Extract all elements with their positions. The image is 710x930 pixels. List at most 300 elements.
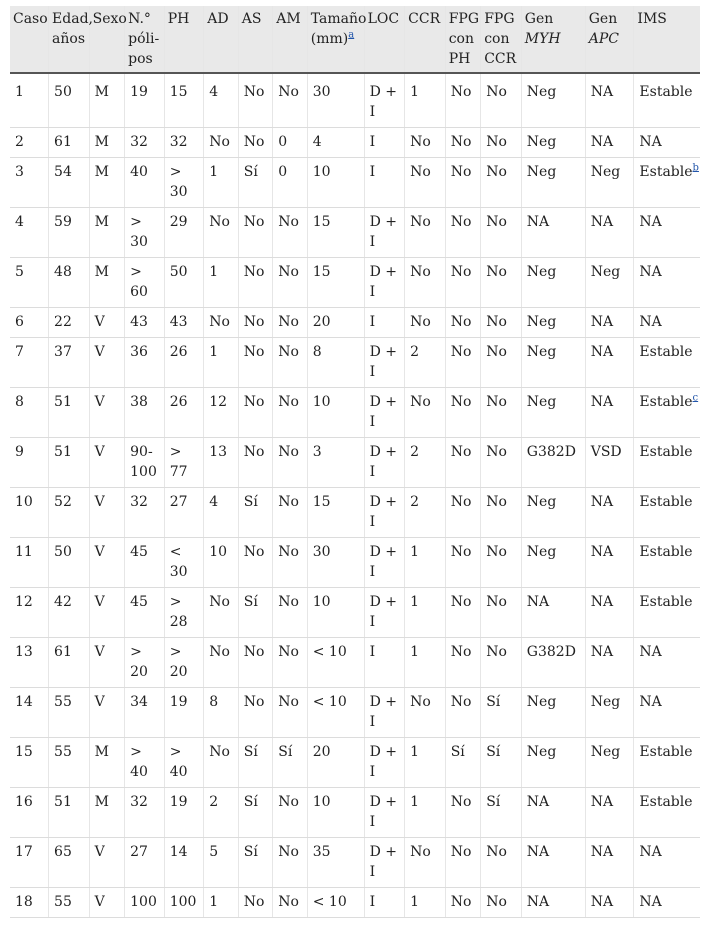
cell-value: NA — [639, 644, 662, 660]
table-cell — [364, 258, 405, 308]
table-cell — [164, 438, 204, 488]
cell-value: 2 — [410, 494, 420, 510]
cell-value: G382D — [526, 644, 576, 660]
table-cell — [307, 888, 364, 918]
table-cell — [238, 308, 273, 338]
table-cell — [364, 588, 405, 638]
table-cell — [364, 888, 405, 918]
table-cell — [204, 638, 239, 688]
table-cell — [238, 588, 273, 638]
table-cell — [89, 208, 125, 258]
table-cell — [273, 208, 308, 258]
cell-value: 10 — [312, 594, 331, 610]
column-header — [307, 6, 367, 73]
table-cell — [634, 838, 700, 888]
table-cell — [164, 158, 204, 208]
cell-value: NA — [526, 844, 550, 860]
table-cell — [125, 308, 165, 338]
table-cell — [481, 688, 522, 738]
table-cell — [125, 338, 165, 388]
cell-value: M — [94, 744, 109, 760]
cell-value: No — [450, 494, 472, 510]
table-cell — [481, 888, 522, 918]
table-cell — [445, 208, 481, 258]
table-cell — [49, 838, 90, 888]
table-cell — [204, 838, 239, 888]
table-cell — [634, 73, 700, 128]
cell-value: No — [450, 264, 472, 280]
table-cell — [10, 388, 49, 438]
cell-value: 15 — [312, 264, 331, 280]
table-cell — [273, 488, 308, 538]
cell-value: No — [278, 264, 299, 280]
table-cell — [273, 888, 308, 918]
table-cell — [445, 588, 481, 638]
table-cell — [634, 888, 700, 918]
table-cell — [89, 738, 125, 788]
table-cell — [521, 338, 585, 388]
table-cell — [273, 538, 308, 588]
table-cell — [307, 73, 364, 128]
table-cell — [405, 688, 446, 738]
table-cell — [204, 738, 239, 788]
cell-value: 38 — [130, 394, 148, 410]
cell-value: No — [243, 344, 265, 360]
table-cell — [204, 588, 239, 638]
cell-value: 6 — [15, 314, 24, 330]
table-cell — [307, 388, 364, 438]
cell-value: 10 — [312, 794, 331, 810]
cell-value: M — [94, 84, 109, 100]
column-header — [521, 6, 585, 73]
column-header-label: Gen — [588, 11, 618, 27]
cell-value: 50 — [169, 264, 188, 280]
cell-value: 50 — [54, 544, 72, 560]
cell-value: 5 — [15, 264, 24, 280]
cell-value: 61 — [54, 134, 72, 150]
table-row — [10, 738, 700, 788]
cell-value: 7 — [15, 344, 24, 360]
cell-value: D + I — [369, 594, 397, 630]
cell-value: 59 — [54, 214, 72, 230]
table-cell — [445, 838, 481, 888]
table-cell — [164, 338, 204, 388]
header-row — [10, 6, 700, 73]
table-cell — [49, 538, 90, 588]
cell-value: Sí — [243, 794, 258, 810]
cell-value: NA — [590, 84, 614, 100]
table-cell — [307, 638, 364, 688]
table-cell — [585, 738, 634, 788]
table-cell — [405, 738, 446, 788]
table-cell — [364, 538, 405, 588]
table-cell — [521, 738, 585, 788]
table-cell — [164, 388, 204, 438]
table-cell — [521, 308, 585, 338]
cell-value: 35 — [312, 844, 331, 860]
table-cell — [364, 638, 405, 688]
cell-value: No — [243, 264, 265, 280]
cell-value: < 30 — [169, 544, 188, 580]
cell-value: 26 — [169, 344, 188, 360]
cell-value: No — [450, 894, 472, 910]
column-header — [89, 6, 125, 73]
column-header-label: Sexo — [92, 11, 127, 27]
cell-value: 55 — [54, 744, 72, 760]
cell-value: 4 — [209, 84, 219, 100]
cell-value: No — [450, 644, 472, 660]
table-cell — [307, 488, 364, 538]
cell-value: No — [486, 394, 507, 410]
column-header-label: LOC — [367, 11, 400, 27]
cell-value: Neg — [526, 494, 557, 510]
table-cell — [521, 538, 585, 588]
cell-value: D + I — [369, 744, 397, 780]
cell-value: 1 — [410, 544, 420, 560]
cell-value: < 10 — [312, 894, 347, 910]
table-cell — [307, 208, 364, 258]
table-row — [10, 128, 700, 158]
cell-value: 34 — [130, 694, 148, 710]
table-cell — [125, 158, 165, 208]
table-cell — [405, 438, 446, 488]
cell-value: No — [278, 844, 299, 860]
table-cell — [307, 438, 364, 488]
cell-value: D + I — [369, 394, 397, 430]
table-cell — [10, 538, 49, 588]
table-cell — [585, 128, 634, 158]
cell-value: 43 — [130, 314, 148, 330]
cell-value: NA — [590, 894, 614, 910]
table-cell — [49, 388, 90, 438]
cell-value: D + I — [369, 544, 397, 580]
cell-value: 36 — [130, 344, 148, 360]
cell-value: 32 — [130, 794, 148, 810]
cell-value: Estable — [639, 84, 693, 100]
table-cell — [238, 128, 273, 158]
table-cell — [164, 638, 204, 688]
table-row — [10, 838, 700, 888]
cell-value: No — [209, 134, 230, 150]
table-cell — [238, 538, 273, 588]
table-cell — [405, 538, 446, 588]
table-row — [10, 588, 700, 638]
table-cell — [164, 738, 204, 788]
cell-value: 3 — [312, 444, 322, 460]
cell-value: 2 — [15, 134, 24, 150]
cell-value: No — [278, 694, 299, 710]
table-cell — [445, 888, 481, 918]
cell-value: 9 — [15, 444, 24, 460]
column-header-label: N.° póli-pos — [128, 11, 160, 67]
table-cell — [49, 588, 90, 638]
table-cell — [164, 208, 204, 258]
table-cell — [445, 638, 481, 688]
table-cell — [634, 588, 700, 638]
cell-value: I — [369, 164, 376, 180]
cell-value: NA — [590, 494, 614, 510]
column-header-gene: APC — [588, 31, 619, 47]
cell-value: 19 — [169, 794, 188, 810]
cell-value: 1 — [209, 894, 219, 910]
cell-value: > 20 — [130, 644, 148, 680]
table-cell — [10, 638, 49, 688]
table-cell — [521, 838, 585, 888]
cell-value: NA — [590, 314, 614, 330]
cell-value: 1 — [410, 794, 420, 810]
cell-value: 2 — [410, 444, 420, 460]
cell-value: 19 — [169, 694, 188, 710]
cell-value: M — [94, 794, 109, 810]
table-cell — [585, 338, 634, 388]
table-cell — [89, 888, 125, 918]
table-cell — [445, 73, 481, 128]
table-cell — [164, 838, 204, 888]
table-cell — [10, 128, 49, 158]
table-cell — [307, 258, 364, 308]
table-cell — [364, 158, 405, 208]
table-row — [10, 538, 700, 588]
column-header-label: AM — [276, 11, 301, 27]
footnote-link: b — [692, 162, 699, 174]
cell-value: No — [486, 134, 507, 150]
cell-value: NA — [639, 214, 662, 230]
cell-value: No — [410, 844, 431, 860]
cell-value: 0 — [278, 134, 288, 150]
cell-value: NA — [526, 894, 550, 910]
table-cell — [364, 73, 405, 128]
table-cell — [89, 308, 125, 338]
table-cell — [10, 688, 49, 738]
table-cell — [164, 488, 204, 538]
table-cell — [238, 838, 273, 888]
cell-value: No — [450, 84, 472, 100]
cell-value: 4 — [209, 494, 219, 510]
cell-value: Sí — [243, 164, 258, 180]
cell-value: I — [369, 314, 376, 330]
table-cell — [307, 308, 364, 338]
cell-value: > 30 — [130, 214, 148, 250]
cell-value: 1 — [410, 84, 420, 100]
table-cell — [89, 258, 125, 308]
table-cell — [405, 308, 446, 338]
table-cell — [238, 788, 273, 838]
table-cell — [204, 438, 239, 488]
table-cell — [585, 388, 634, 438]
table-cell — [481, 308, 522, 338]
table-cell — [89, 838, 125, 888]
cell-value: 100 — [130, 894, 157, 910]
table-cell — [585, 588, 634, 638]
cell-value: No — [486, 844, 507, 860]
cell-value: D + I — [369, 444, 397, 480]
cell-value: 55 — [54, 694, 72, 710]
cell-value: No — [486, 264, 507, 280]
table-cell — [445, 738, 481, 788]
table-cell — [49, 888, 90, 918]
cell-value: Estable — [639, 744, 693, 760]
cell-value: D + I — [369, 494, 397, 530]
cell-value: No — [243, 894, 265, 910]
cell-value: 1 — [410, 744, 420, 760]
cell-value: No — [278, 394, 299, 410]
cell-value: < 10 — [312, 644, 347, 660]
cell-value: No — [278, 214, 299, 230]
cell-value: 1 — [410, 894, 420, 910]
table-cell — [634, 488, 700, 538]
table-cell — [521, 638, 585, 688]
cell-value: No — [486, 494, 507, 510]
cell-value: Sí — [243, 844, 258, 860]
table-cell — [445, 258, 481, 308]
table-cell — [238, 73, 273, 128]
table-cell — [125, 638, 165, 688]
table-cell — [481, 788, 522, 838]
cell-value: 8 — [209, 694, 219, 710]
cell-value: M — [94, 164, 109, 180]
table-cell — [405, 788, 446, 838]
table-cell — [89, 688, 125, 738]
cell-value: 18 — [15, 894, 33, 910]
cell-value: 51 — [54, 394, 72, 410]
cell-value: No — [278, 344, 299, 360]
column-header-label: AS — [241, 11, 262, 27]
cell-value: No — [278, 444, 299, 460]
cell-value: No — [410, 694, 431, 710]
table-cell — [481, 73, 522, 128]
cell-value: No — [410, 394, 431, 410]
cell-value: V — [94, 594, 105, 610]
table-cell — [49, 73, 90, 128]
cell-value: Estable — [639, 444, 693, 460]
cell-value: Sí — [278, 744, 293, 760]
cell-value: No — [450, 794, 472, 810]
cell-value: < 10 — [312, 694, 347, 710]
table-cell — [481, 158, 522, 208]
cell-value: No — [278, 794, 299, 810]
cell-value: V — [94, 344, 105, 360]
table-cell — [238, 488, 273, 538]
table-cell — [238, 208, 273, 258]
table-cell — [273, 438, 308, 488]
cell-value: > 30 — [169, 164, 188, 200]
cell-value: No — [410, 134, 431, 150]
table-cell — [204, 888, 239, 918]
column-header — [49, 6, 93, 73]
cell-value: No — [486, 894, 507, 910]
cell-value: No — [243, 214, 265, 230]
table-cell — [204, 128, 239, 158]
table-cell — [445, 128, 481, 158]
cell-value: Sí — [486, 694, 501, 710]
table-cell — [164, 588, 204, 638]
table-cell — [585, 438, 634, 488]
cell-value: No — [243, 544, 265, 560]
table-cell — [521, 588, 585, 638]
cell-value: 1 — [209, 264, 219, 280]
cell-value: 17 — [15, 844, 33, 860]
cell-value: Sí — [450, 744, 465, 760]
table-cell — [49, 338, 90, 388]
table-row — [10, 688, 700, 738]
cell-value: No — [410, 214, 431, 230]
cell-value: 4 — [15, 214, 24, 230]
table-cell — [364, 128, 405, 158]
cell-value: Sí — [243, 744, 258, 760]
cell-value: Neg — [526, 164, 557, 180]
table-cell — [521, 488, 585, 538]
cell-value: Sí — [243, 594, 258, 610]
table-cell — [585, 158, 634, 208]
cell-value: Neg — [526, 694, 557, 710]
cell-value: No — [450, 394, 472, 410]
table-cell — [125, 388, 165, 438]
cell-value: 3 — [15, 164, 24, 180]
cell-value: Neg — [526, 544, 557, 560]
table-cell — [273, 738, 308, 788]
cell-value: No — [243, 444, 265, 460]
table-cell — [481, 738, 522, 788]
table-cell — [10, 438, 49, 488]
table-cell — [273, 338, 308, 388]
cell-value: D + I — [369, 794, 397, 830]
table-cell — [125, 738, 165, 788]
column-header — [634, 6, 700, 73]
table-cell — [585, 538, 634, 588]
cell-value: V — [94, 844, 105, 860]
table-cell — [521, 258, 585, 308]
cell-value: 37 — [54, 344, 72, 360]
table-cell — [125, 128, 165, 158]
cell-value: NA — [526, 214, 550, 230]
cell-value: No — [486, 544, 507, 560]
cell-value: 1 — [209, 344, 219, 360]
table-cell — [481, 128, 522, 158]
table-cell — [481, 208, 522, 258]
cell-value: Neg — [526, 264, 557, 280]
table-cell — [307, 838, 364, 888]
cell-value: Neg — [526, 84, 557, 100]
table-cell — [10, 888, 49, 918]
cell-value: D + I — [369, 344, 397, 380]
cell-value: 65 — [54, 844, 72, 860]
table-cell — [10, 73, 49, 128]
cell-value: 8 — [312, 344, 322, 360]
column-header — [585, 6, 634, 73]
table-cell — [521, 888, 585, 918]
table-cell — [481, 338, 522, 388]
table-cell — [89, 638, 125, 688]
table-cell — [204, 73, 239, 128]
table-cell — [89, 338, 125, 388]
table-cell — [164, 538, 204, 588]
cell-value: Neg — [590, 694, 621, 710]
table-cell — [10, 208, 49, 258]
table-cell — [89, 73, 125, 128]
table-body — [10, 73, 700, 918]
column-header-label: AD — [207, 11, 229, 27]
cell-value: No — [486, 84, 507, 100]
table-cell — [125, 688, 165, 738]
cell-value: I — [369, 134, 376, 150]
cell-value: > 28 — [169, 594, 188, 630]
table-cell — [634, 308, 700, 338]
table-cell — [445, 538, 481, 588]
cell-value: No — [410, 264, 431, 280]
table-cell — [273, 158, 308, 208]
table-row — [10, 488, 700, 538]
table-cell — [364, 388, 405, 438]
